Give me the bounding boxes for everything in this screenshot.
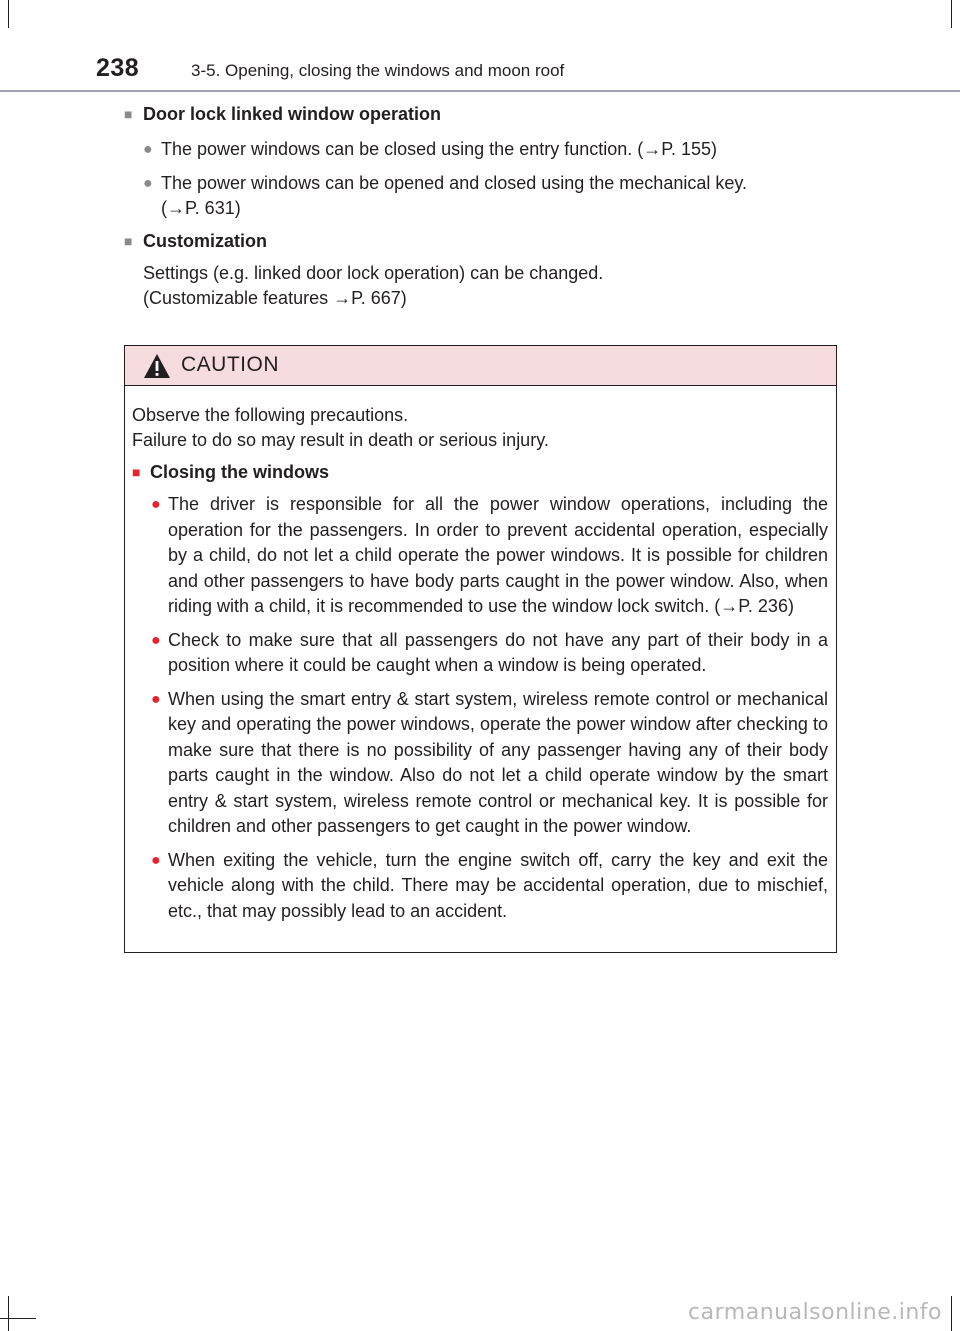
section-title: 3-5. Opening, closing the windows and moon roof — [191, 61, 565, 80]
list-item: ● When exiting the vehicle, turn the engine switch off, carry the key and exit the vehicle along with the child. There may be accidental operation, due to mischief, etc., that may possibly lead to an accident. — [151, 849, 828, 921]
circle-bullet-icon: ● — [143, 141, 153, 158]
page-header — [0, 52, 960, 92]
circle-bullet-icon: ● — [151, 690, 161, 708]
customization-heading: ■ Customization — [124, 231, 267, 251]
caution-title: CAUTION — [181, 353, 279, 376]
circle-bullet-icon: ● — [151, 631, 161, 649]
list-item: ● The driver is responsible for all the power window operations, including the operation for the passengers. In order to prevent accidental operation, especially by a child, do not let a child operate the power windows. It is possible for children and other passengers to have body parts caught in the power window. Also, when riding with a child, it is recommended to use the window lock switch. (→P. 236) — [151, 494, 828, 616]
square-bullet-icon: ■ — [132, 464, 141, 480]
list-item: ● When using the smart entry & start system, wireless remote control or mechanical key and operating the power windows, operate the power window after checking to make sure that there is no possibility of any passenger having any of their body parts caught in the window. Also do not let a child operate window by the smart entry & start system, wireless remote control or mechanical key. It is possible for children and other passengers to get caught in the power window. — [151, 688, 828, 836]
caution-body — [125, 386, 836, 924]
square-bullet-icon: ■ — [124, 233, 133, 249]
page-number: 238 — [96, 54, 140, 82]
circle-bullet-icon: ● — [151, 851, 161, 869]
crop-mark — [8, 1296, 9, 1331]
caution-intro-line: Failure to do so may result in death or serious injury. — [132, 430, 549, 450]
caution-header — [125, 346, 836, 386]
crop-mark — [951, 1296, 952, 1331]
warning-triangle-icon — [143, 353, 171, 379]
customization-link: (Customizable features →P. 667) — [143, 288, 407, 308]
crop-mark — [8, 0, 9, 28]
header-rule — [0, 90, 960, 92]
crop-mark — [951, 0, 952, 28]
caution-intro-line: Observe the following precautions. — [132, 405, 409, 425]
list-item: ● The power windows can be opened and closed using the mechanical key. (→P. 631) — [143, 173, 748, 218]
list-item: ● Check to make sure that all passengers do not have any part of their body in a position where it could be caught when a window is being operated. — [151, 629, 828, 675]
main-content — [124, 104, 838, 311]
list-item: ● The power windows can be closed using the entry function. (→P. 155) — [124, 137, 838, 162]
caution-intro — [132, 403, 828, 453]
caution-box — [124, 345, 837, 953]
circle-bullet-icon: ● — [143, 175, 153, 192]
circle-bullet-icon: ● — [151, 496, 161, 513]
crop-mark — [0, 1318, 36, 1319]
closing-windows-heading: ■ Closing the windows — [132, 462, 329, 482]
square-bullet-icon: ■ — [124, 106, 133, 122]
customization-text: Settings (e.g. linked door lock operation) can be changed. — [143, 263, 604, 283]
door-lock-heading: ■ Door lock linked window operation — [124, 104, 442, 124]
watermark: carmanualsonline.info — [688, 1300, 942, 1325]
